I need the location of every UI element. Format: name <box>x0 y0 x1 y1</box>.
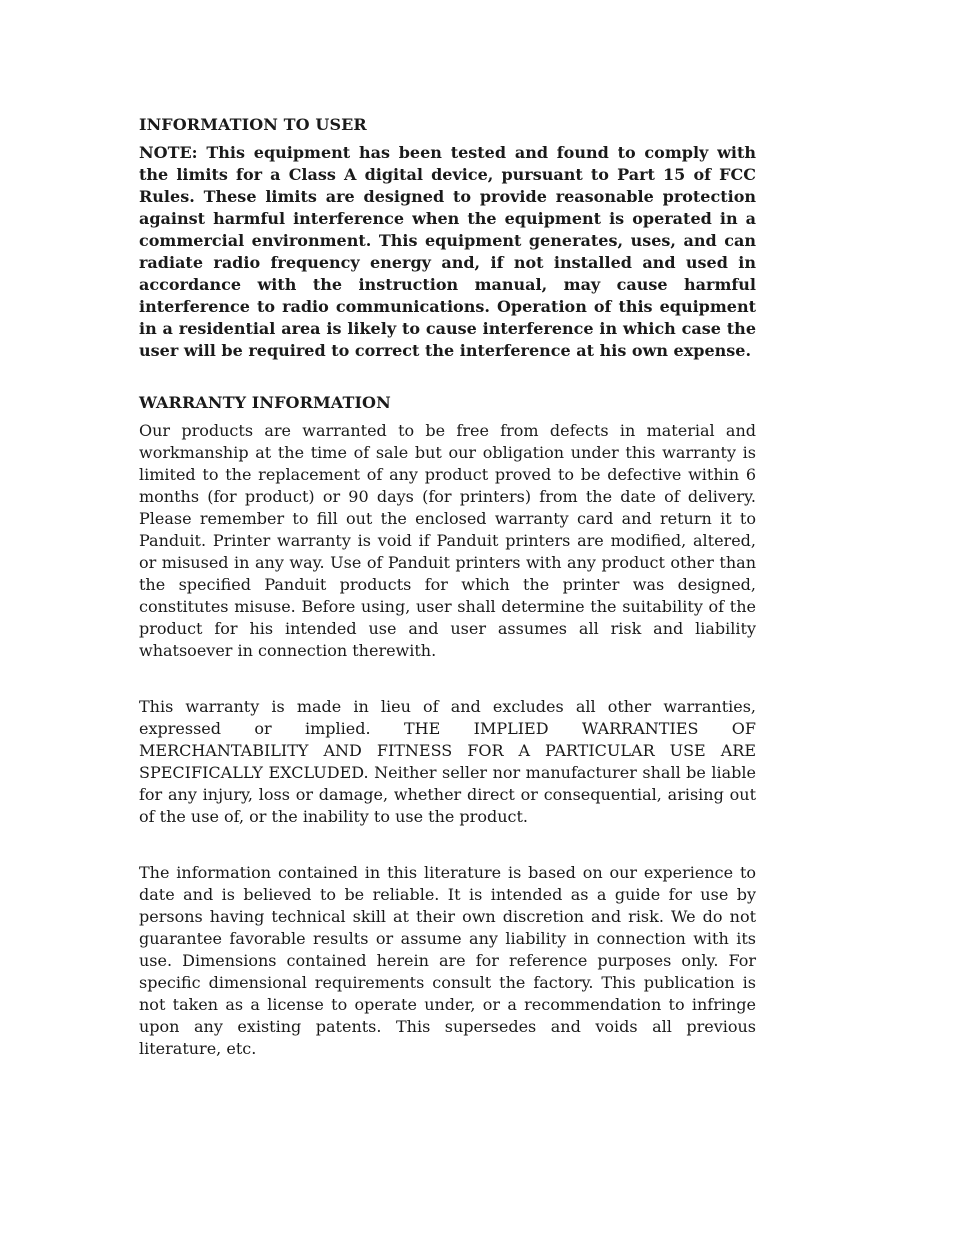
warranty-paragraph-3: The information contained in this literature is based on our experience to date and is believed to be reliable. It is intended as a guide for use by persons having technical skill at their own discretion and risk. We do not guarantee favorable results or assume any liability in connection with its use. Dimensions contained herein are for reference purposes only. For specific dimensional requirements consult the factory. This publication is not taken as a license to operate under, or a recommendation to infringe upon any existing patents. This supersedes and voids all previous literature, etc. <box>139 863 756 1058</box>
document-page <box>139 114 756 1060</box>
paragraph-spacer <box>139 662 756 696</box>
paragraph-spacer <box>139 828 756 862</box>
information-to-user-heading: INFORMATION TO USER <box>139 115 367 134</box>
section-spacer <box>139 362 756 392</box>
warranty-information-heading: WARRANTY INFORMATION <box>139 393 391 412</box>
fcc-note-paragraph: NOTE: This equipment has been tested and found to comply with the limits for a Class A digital device, pursuant to Part 15 of FCC Rules. These limits are designed to provide reasonable protection against harmful interference when the equipment is operated in a commercial environment. This equipment generates, uses, and can radiate radio frequency energy and, if not installed and used in accordance with the instruction manual, may cause harmful interference to radio communications. Operation of this equipment in a residential area is likely to cause interference in which case the user will be required to correct the interference at his own expense. <box>139 143 756 360</box>
warranty-paragraph-2: This warranty is made in lieu of and excludes all other warranties, expressed or implied. THE IMPLIED WARRANTIES OF MERCHANTABILITY AND FITNESS FOR A PARTICULAR USE ARE SPECIFICALLY EXCLUDED. Neither seller nor manufacturer shall be liable for any injury, loss or damage, whether direct or consequential, arising out of the use of, or the inability to use the product. <box>139 697 756 826</box>
warranty-paragraph-1: Our products are warranted to be free from defects in material and workmanship at the time of sale but our obligation under this warranty is limited to the replacement of any product proved to be defective within 6 months (for product) or 90 days (for printers) from the date of delivery. Please remember to fill out the enclosed warranty card and return it to Panduit. Printer warranty is void if Panduit printers are modified, altered, or misused in any way. Use of Panduit printers with any product other than the specified Panduit products for which the printer was designed, constitutes misuse. Before using, user shall determine the suitability of the product for his intended use and user assumes all risk and liability whatsoever in connection therewith. <box>139 421 756 660</box>
